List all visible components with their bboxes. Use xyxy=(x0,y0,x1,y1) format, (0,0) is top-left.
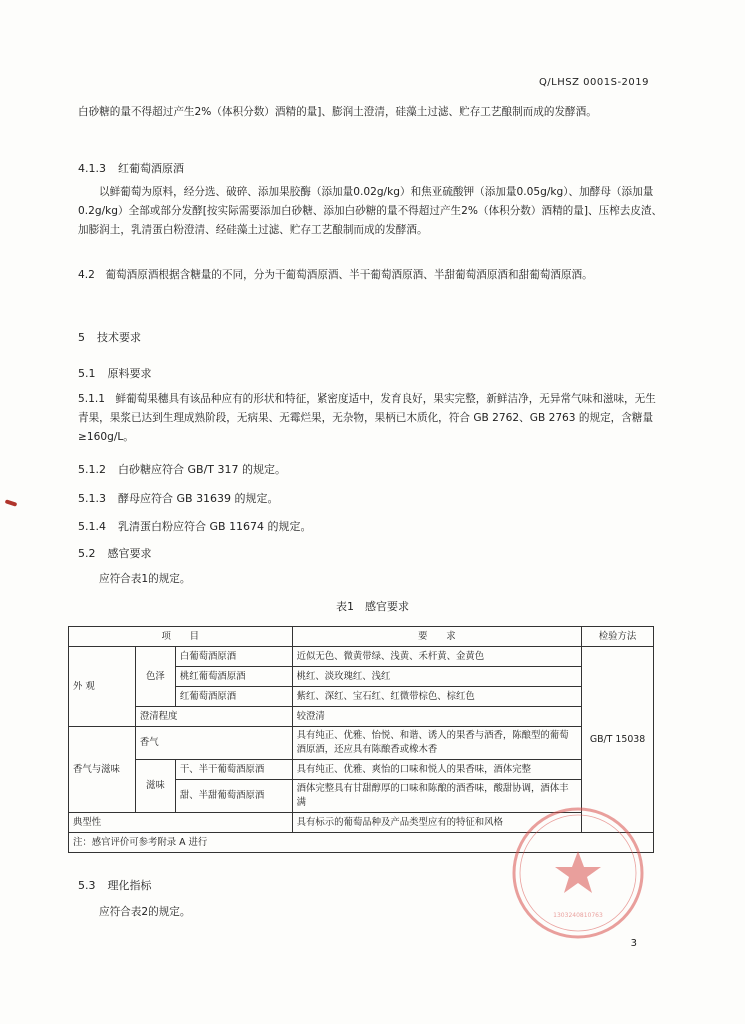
cell-red-req: 紫红、深红、宝石红、红微带棕色、棕红色 xyxy=(292,687,581,707)
clause-5-1-3 xyxy=(78,490,279,506)
heading-5-1 xyxy=(78,365,152,381)
cell-white-req: 近似无色、微黄带绿、浅黄、禾杆黄、金黄色 xyxy=(292,647,581,667)
cell-sweet: 甜、半甜葡萄酒原酒 xyxy=(175,780,292,813)
header-method: 检验方法 xyxy=(582,627,654,647)
heading-text: 技术要求 xyxy=(97,331,141,344)
cell-dry: 干、半干葡萄酒原酒 xyxy=(175,760,292,780)
clause-number: 5.1.4 xyxy=(78,520,106,533)
cell-method: GB/T 15038 xyxy=(582,647,654,833)
cell-aroma-req: 具有纯正、优雅、怡悦、和谐、诱人的果香与酒香，陈酿型的葡萄酒原酒，还应具有陈酿香或橡木香 xyxy=(292,727,581,760)
table-row xyxy=(69,727,654,760)
table-header-row xyxy=(69,627,654,647)
cell-clarity-req: 较澄清 xyxy=(292,707,581,727)
clause-number: 5.1.2 xyxy=(78,463,106,476)
table-row xyxy=(69,760,654,780)
clause-5-1-2 xyxy=(78,461,286,477)
heading-number: 5.3 xyxy=(78,879,96,892)
cell-note: 注：感官评价可参考附录 A 进行 xyxy=(69,833,654,853)
heading-number: 4.1.3 xyxy=(78,162,106,175)
clause-text: 白砂糖应符合 GB/T 317 的规定。 xyxy=(118,463,286,476)
cell-sweet-req: 酒体完整具有甘甜醇厚的口味和陈酿的酒香味，酸甜协调，酒体丰满 xyxy=(292,780,581,813)
paragraph-5-1-1: 5.1.1 鲜葡萄果穗具有该品种应有的形状和特征，紧密度适中，发育良好，果实完整，新鲜洁净，无异常气味和滋味，无生青果，果浆已达到生理成熟阶段，无病果、无霉烂果，无杂物，果柄已木质化，符合 GB 2762、GB 2763 的规定，含糖量≥160g/L。 xyxy=(78,393,656,443)
clause-text: 乳清蛋白粉应符合 GB 11674 的规定。 xyxy=(118,520,312,533)
page-number: 3 xyxy=(630,938,637,949)
cell-white-wine: 白葡萄酒原酒 xyxy=(175,647,292,667)
cell-taste: 滋味 xyxy=(135,760,175,813)
heading-text: 感官要求 xyxy=(107,547,152,560)
paragraph-4-1-3: 以鲜葡萄为原料，经分选、破碎、添加果胶酶（添加量0.02g/kg）和焦亚硫酸钾（添加量0.05g/kg）、加酵母（添加量0.2g/kg）全部或部分发酵[按实际需要添加白砂糖、添加白砂糖的量不得超过产生2%（体积分数）酒精的量]、压榨去皮渣、加膨润土，乳清蛋白粉澄清、经硅藻土过滤、贮存工艺酿制而成的发酵酒。 xyxy=(78,186,663,236)
cell-typicality: 典型性 xyxy=(69,813,293,833)
cell-dry-req: 具有纯正、优雅、爽怡的口味和悦人的果香味，酒体完整 xyxy=(292,760,581,780)
company-seal-stamp xyxy=(510,805,646,941)
paragraph-top: 白砂糖的量不得超过产生2%（体积分数）酒精的量]、膨润土澄清，硅藻土过滤、贮存工艺酿制而成的发酵酒。 xyxy=(78,106,597,118)
header-item: 项 目 xyxy=(69,627,293,647)
heading-text: 红葡萄酒原酒 xyxy=(118,162,184,175)
heading-number: 5.1 xyxy=(78,367,96,380)
cell-red-wine: 红葡萄酒原酒 xyxy=(175,687,292,707)
heading-4-1-3 xyxy=(78,160,184,176)
cell-clarity: 澄清程度 xyxy=(135,707,292,727)
heading-number: 5 xyxy=(78,331,85,344)
heading-text: 原料要求 xyxy=(107,367,152,380)
cell-typicality-req: 具有标示的葡萄品种及产品类型应有的特征和风格 xyxy=(292,813,581,833)
paragraph-4-2: 4.2 葡萄酒原酒根据含糖量的不同，分为干葡萄酒原酒、半干葡萄酒原酒、半甜葡萄酒原酒和甜葡萄酒原酒。 xyxy=(78,269,593,281)
paragraph-5-2: 应符合表1的规定。 xyxy=(99,573,191,585)
cell-aroma-taste: 香气与滋味 xyxy=(69,727,136,813)
standard-code: Q/LHSZ 0001S-2019 xyxy=(538,77,649,88)
cell-color: 色泽 xyxy=(135,647,175,707)
paragraph-5-3: 应符合表2的规定。 xyxy=(99,906,191,918)
header-requirement: 要 求 xyxy=(292,627,581,647)
heading-5-2 xyxy=(78,545,152,561)
star-icon xyxy=(555,851,601,893)
cell-appearance: 外 观 xyxy=(69,647,136,727)
table-caption: 表1 感官要求 xyxy=(336,600,409,613)
clause-text: 酵母应符合 GB 31639 的规定。 xyxy=(118,492,279,505)
cell-rose-req: 桃红、淡玫瑰红、浅红 xyxy=(292,667,581,687)
heading-5 xyxy=(78,329,141,345)
cell-rose-wine: 桃红葡萄酒原酒 xyxy=(175,667,292,687)
cell-aroma: 香气 xyxy=(135,727,292,760)
heading-number: 5.2 xyxy=(78,547,96,560)
scan-mark xyxy=(5,499,18,507)
table-row xyxy=(69,707,654,727)
table-row xyxy=(69,647,654,667)
heading-5-3 xyxy=(78,877,152,893)
heading-text: 理化指标 xyxy=(107,879,152,892)
clause-5-1-4 xyxy=(78,518,312,534)
svg-text:1303240810763: 1303240810763 xyxy=(553,912,603,919)
clause-number: 5.1.3 xyxy=(78,492,106,505)
